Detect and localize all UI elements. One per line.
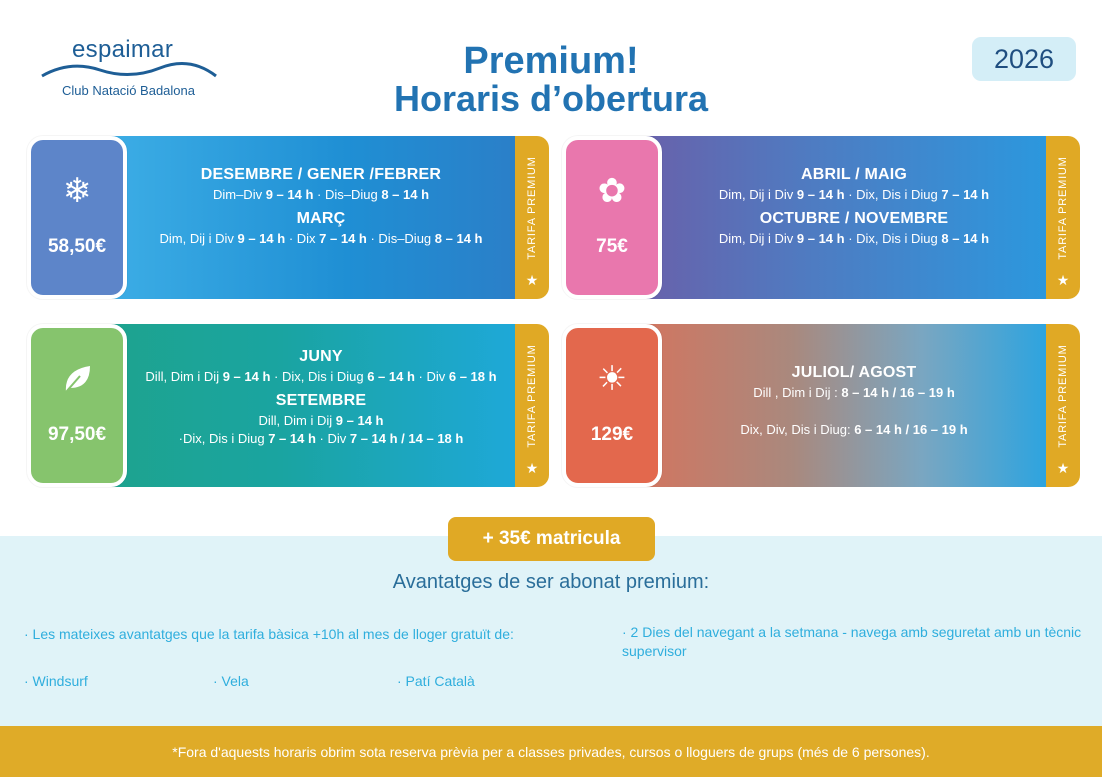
schedule-line: Dill , Dim i Dij : 8 – 14 h / 16 – 19 h bbox=[753, 385, 955, 400]
tab-label: TARIFA PREMIUM bbox=[1057, 344, 1069, 448]
season-heading: JULIOL/ AGOST bbox=[791, 364, 917, 381]
season-heading: ABRIL / MAIG bbox=[800, 166, 908, 183]
schedule-line: Dill, Dim i Dij 9 – 14 h bbox=[258, 413, 384, 428]
year-badge: 2026 bbox=[972, 37, 1076, 81]
logo-club: Club Natació Badalona bbox=[62, 83, 195, 98]
premium-tab bbox=[1046, 136, 1080, 299]
tab-label: TARIFA PREMIUM bbox=[1057, 156, 1069, 260]
price-card-winter bbox=[27, 136, 549, 299]
star-icon: ★ bbox=[525, 272, 539, 288]
page-subtitle: Horaris d’obertura bbox=[393, 78, 709, 119]
tab-label: TARIFA PREMIUM bbox=[526, 344, 538, 448]
price: 75€ bbox=[596, 236, 628, 257]
price-card-spring bbox=[562, 136, 1080, 299]
season-heading: SETEMBRE bbox=[275, 392, 367, 409]
price: 97,50€ bbox=[47, 424, 107, 445]
sun-icon: ☀ bbox=[596, 360, 628, 398]
schedule-line: Dix, Div, Dis i Diug: 6 – 14 h / 16 – 19 h bbox=[740, 422, 968, 437]
schedule-line: Dill, Dim i Dij 9 – 14 h · Dix, Dis i Diug 6 – 14 h · Div 6 – 18 h bbox=[145, 369, 497, 384]
advantages-title: Avantatges de ser abonat premium: bbox=[392, 571, 710, 593]
windsurf-item: · Windsurf bbox=[24, 673, 88, 689]
star-icon: ★ bbox=[1056, 460, 1070, 476]
season-heading: JUNY bbox=[299, 348, 343, 365]
vela-item: · Vela bbox=[213, 673, 249, 689]
schedule-line: ·Dix, Dis i Diug 7 – 14 h · Div 7 – 14 h / 14 – 18 h bbox=[178, 431, 464, 446]
premium-tab bbox=[515, 136, 549, 299]
season-heading: MARÇ bbox=[296, 210, 346, 227]
premium-tab bbox=[515, 324, 549, 487]
price-card-summer-edges bbox=[27, 324, 549, 487]
price: 129€ bbox=[590, 424, 634, 445]
schedule-line: Dim, Dij i Div 9 – 14 h · Dix, Dis i Diug 7 – 14 h bbox=[718, 187, 990, 202]
star-icon: ★ bbox=[525, 460, 539, 476]
logo-name: espaimar bbox=[72, 36, 174, 63]
advantage-item: · Les mateixes avantatges que la tarifa bàsica +10h al mes de lloger gratuït de: bbox=[24, 626, 514, 642]
advantage-item: · 2 Dies del navegant a la setmana - navega amb seguretat amb un tècnic supervisor bbox=[622, 624, 1082, 659]
season-heading: OCTUBRE / NOVEMBRE bbox=[759, 210, 949, 227]
star-icon: ★ bbox=[1056, 272, 1070, 288]
pati-item: · Patí Català bbox=[397, 673, 475, 689]
premium-tab bbox=[1046, 324, 1080, 487]
schedule-line: Dim–Div 9 – 14 h · Dis–Diug 8 – 14 h bbox=[212, 187, 430, 202]
snowflake-icon: ❄ bbox=[62, 172, 92, 210]
tab-label: TARIFA PREMIUM bbox=[526, 156, 538, 260]
leaf-icon bbox=[31, 362, 123, 402]
matricula-badge: + 35€ matricula bbox=[448, 517, 655, 561]
price-card-summer bbox=[562, 324, 1080, 487]
footer-note: *Fora d'aquests horaris obrim sota reserva prèvia per a classes privades, cursos o lloguers de grups (més de 6 persones). bbox=[0, 726, 1102, 777]
schedule-line: Dim, Dij i Div 9 – 14 h · Dix 7 – 14 h · Dis–Diug 8 – 14 h bbox=[159, 231, 483, 246]
flower-icon: ✿ bbox=[597, 172, 627, 210]
page-title: Premium! bbox=[463, 40, 639, 82]
schedule-line: Dim, Dij i Div 9 – 14 h · Dix, Dis i Diug 8 – 14 h bbox=[718, 231, 990, 246]
season-heading: DESEMBRE / GENER /FEBRER bbox=[200, 166, 442, 183]
price: 58,50€ bbox=[47, 236, 107, 257]
